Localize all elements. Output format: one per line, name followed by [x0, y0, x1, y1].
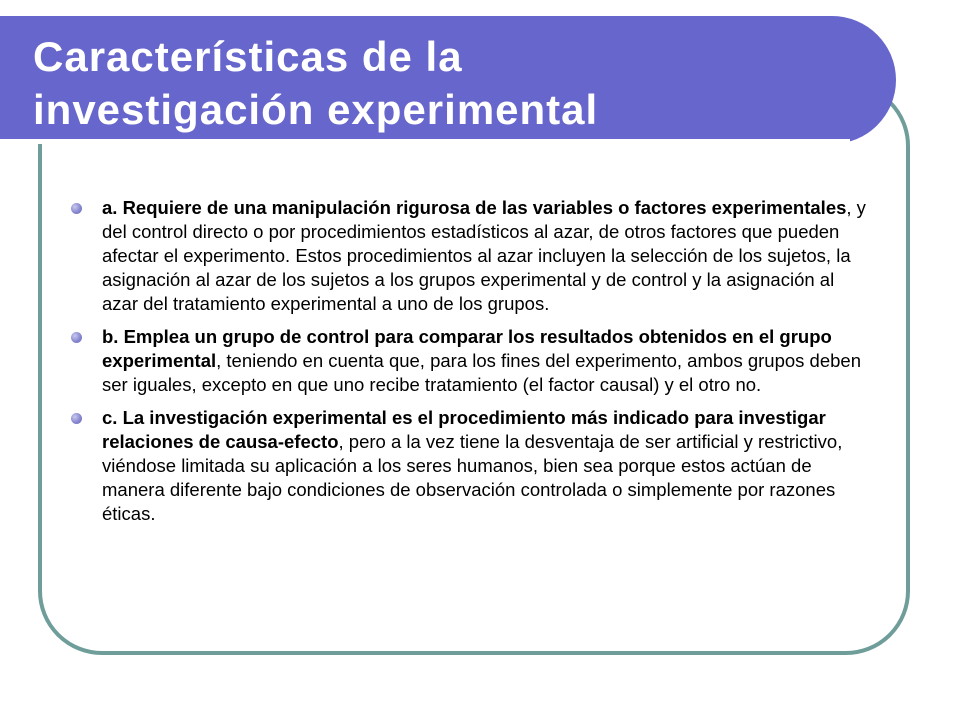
- bullet-dot-icon: [71, 203, 82, 214]
- bullet-text: [102, 197, 866, 314]
- slide-title-line-2: investigación experimental: [33, 86, 599, 133]
- bullet-dot-icon: [71, 332, 82, 343]
- bullet-list: [66, 196, 866, 535]
- slide-title-line-1: Características de la: [33, 33, 463, 80]
- bullet-text: [102, 407, 842, 524]
- bullet-item: [66, 196, 866, 316]
- slide-title: [33, 30, 853, 136]
- bullet-bold-text: a. Requiere de una manipulación rigurosa de las variables o factores experimentales: [102, 197, 847, 218]
- bullet-dot-icon: [71, 413, 82, 424]
- bullet-bold-text: c. La investigación experimental es el procedimiento más indicado para investigar relaciones de causa-efecto: [102, 407, 826, 452]
- bullet-regular-text: , teniendo en cuenta que, para los fines del experimento, ambos grupos deben ser iguales, excepto en que uno recibe tratamiento (el factor causal) y el otro no.: [102, 350, 861, 395]
- title-banner: [0, 16, 896, 144]
- title-underline: [0, 139, 850, 144]
- bullet-regular-text: , y del control directo o por procedimientos estadísticos al azar, de otros factores que pueden afectar el experimento. Estos procedimientos al azar incluyen la selección de los sujetos, la asignación al azar de los sujetos a los grupos experimental y de control y la asignación al azar del tratamiento experimental a uno de los grupos.: [102, 197, 866, 314]
- bullet-item: [66, 325, 866, 397]
- bullet-regular-text: , pero a la vez tiene la desventaja de ser artificial y restrictivo, viéndose limitada su aplicación a los seres humanos, bien sea porque estos actúan de manera diferente bajo condiciones de observación controlada o simplemente por razones éticas.: [102, 431, 843, 524]
- bullet-bold-text: b. Emplea un grupo de control para comparar los resultados obtenidos en el grupo experimental: [102, 326, 832, 371]
- bullet-item: [66, 406, 866, 526]
- bullet-text: [102, 326, 861, 395]
